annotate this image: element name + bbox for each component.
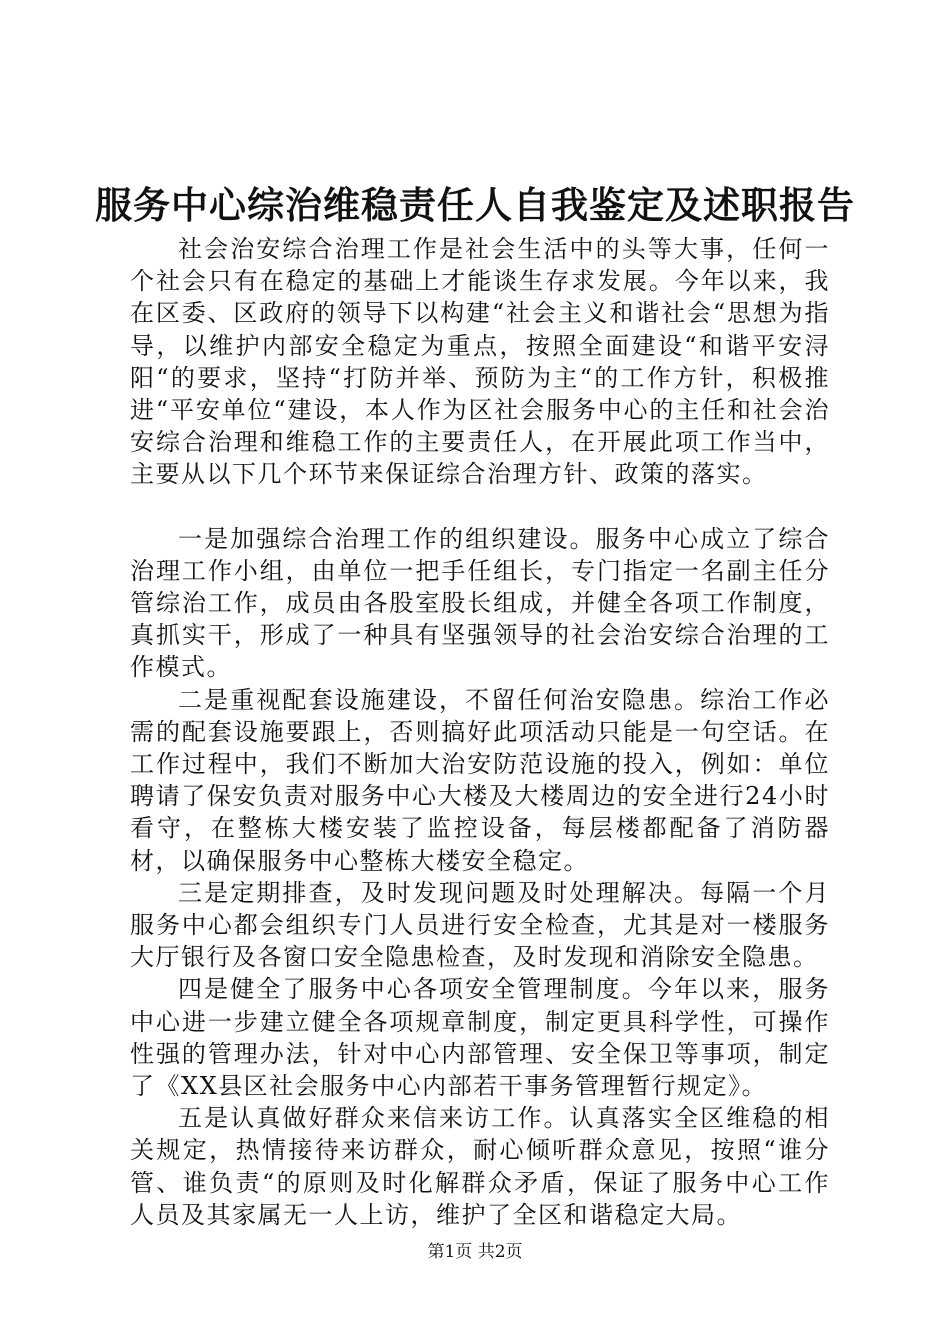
paragraph-spacer: [130, 491, 830, 523]
paragraph-point-2: 二是重视配套设施建设，不留任何治安隐患。综治工作必需的配套设施要跟上，否则搞好此项活动只能是一句空话。在工作过程中，我们不断加大治安防范设施的投入，例如：单位聘请了保安负责对服务中心大楼及大楼周边的安全进行24小时看守，在整栋大楼安装了监控设备，每层楼都配备了消防器材，以确保服务中心整栋大楼安全稳定。: [130, 685, 830, 875]
document-title: 服务中心综治维稳责任人自我鉴定及述职报告: [95, 184, 855, 227]
paragraph-point-3: 三是定期排查，及时发现问题及时处理解决。每隔一个月服务中心都会组织专门人员进行安全检查，尤其是对一楼服务大厅银行及各窗口安全隐患检查，及时发现和消除安全隐患。: [130, 878, 830, 972]
paragraph-point-4: 四是健全了服务中心各项安全管理制度。今年以来，服务中心进一步建立健全各项规章制度，制定更具科学性，可操作性强的管理办法，针对中心内部管理、安全保卫等事项，制定了《XX县区社会服务中心内部若干事务管理暂行规定》。: [130, 975, 830, 1101]
paragraph-point-1: 一是加强综合治理工作的组织建设。服务中心成立了综合治理工作小组，由单位一把手任组长，专门指定一名副主任分管综治工作，成员由各股室股长组成，并健全各项工作制度，真抓实干，形成了一种具有坚强领导的社会治安综合治理的工作模式。: [130, 524, 830, 682]
document-body: [130, 233, 830, 1231]
paragraph-intro: 社会治安综合治理工作是社会生活中的头等大事，任何一个社会只有在稳定的基础上才能谈生存求发展。今年以来，我在区委、区政府的领导下以构建“社会主义和谐社会“思想为指导，以维护内部安全稳定为重点，按照全面建设“和谐平安浔阳“的要求，坚持“打防并举、预防为主“的工作方针，积极推进“平安单位“建设，本人作为区社会服务中心的主任和社会治安综合治理和维稳工作的主要责任人，在开展此项工作当中，主要从以下几个环节来保证综合治理方针、政策的落实。: [130, 235, 830, 489]
paragraph-point-5: 五是认真做好群众来信来访工作。认真落实全区维稳的相关规定，热情接待来访群众，耐心倾听群众意见，按照“谁分管、谁负责“的原则及时化解群众矛盾，保证了服务中心工作人员及其家属无一人上访，维护了全区和谐稳定大局。: [130, 1104, 830, 1229]
page-number-footer: 第1页 共2页: [427, 1242, 523, 1262]
